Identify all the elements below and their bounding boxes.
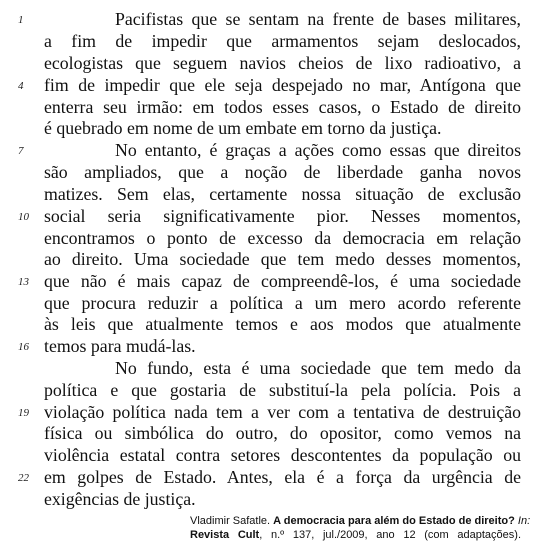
line-number: 7 (18, 145, 24, 157)
text-line: violação política nada tem a ver com a tentativa de destruição (44, 402, 521, 422)
text-line: que procura reduzir a política a um mero acordo referente (44, 293, 521, 313)
line-number: 13 (18, 276, 29, 288)
text-line: às leis que atualmente temos e aos modos que atualmente (44, 314, 521, 334)
text-line: são ampliados, que a noção de liberdade ganha novos (44, 162, 521, 182)
text-line: ao direito. Uma sociedade que tem medo desses momentos, (44, 249, 521, 269)
text-line: ecologistas que seguem navios cheios de lixo radioativo, a (44, 53, 521, 73)
source-citation (190, 514, 531, 542)
text-line: enterra seu irmão: em todos esses casos, o Estado de direito (44, 97, 521, 117)
text-line: exigências de justiça. (44, 489, 196, 509)
text-line: política e que gostaria de substituí-la pela polícia. Pois a (44, 380, 521, 400)
text-line: No fundo, esta é uma sociedade que tem medo da (115, 358, 521, 378)
line-number: 22 (18, 472, 29, 484)
citation-in-label: In: (517, 515, 531, 527)
text-line: é quebrado em nome de um embate em torno da justiça. (44, 118, 442, 138)
text-line: a fim de impedir que armamentos sejam deslocados, (44, 31, 521, 51)
text-line: social seria significativamente pior. Nesses momentos, (44, 206, 521, 226)
text-line: encontramos o ponto de excesso da democracia em relação (44, 228, 521, 248)
text-line: violência estatal contra setores descontentes da população ou (44, 445, 521, 465)
line-number: 10 (18, 211, 29, 223)
text-line: que não é mais capaz de compreendê-los, é uma sociedade (44, 271, 521, 291)
line-number: 19 (18, 407, 29, 419)
citation-line (190, 514, 531, 528)
citation-author: Vladimir Safatle. (190, 515, 271, 527)
citation-line (190, 528, 521, 542)
line-number: 16 (18, 341, 29, 353)
text-line: No entanto, é graças a ações como essas que direitos (115, 140, 521, 160)
text-line: física ou simbólica do outro, do opositor, como vemos na (44, 423, 521, 443)
line-number: 1 (18, 14, 24, 26)
citation-details: , n.º 137, jul./2009, ano 12 (com adaptações). (259, 529, 522, 541)
text-line: temos para mudá-las. (44, 336, 196, 356)
text-line: em golpes de Estado. Antes, ela é a força da urgência de (44, 467, 521, 487)
line-number: 4 (18, 80, 24, 92)
citation-journal: Revista Cult (190, 529, 260, 541)
text-line: matizes. Sem elas, certamente nossa situação de exclusão (44, 184, 521, 204)
text-line: fim de impedir que ele seja despejado no mar, Antígona que (44, 75, 521, 95)
text-line: Pacifistas que se sentam na frente de bases militares, (115, 9, 521, 29)
citation-title: A democracia para além do Estado de direito? (273, 515, 515, 527)
